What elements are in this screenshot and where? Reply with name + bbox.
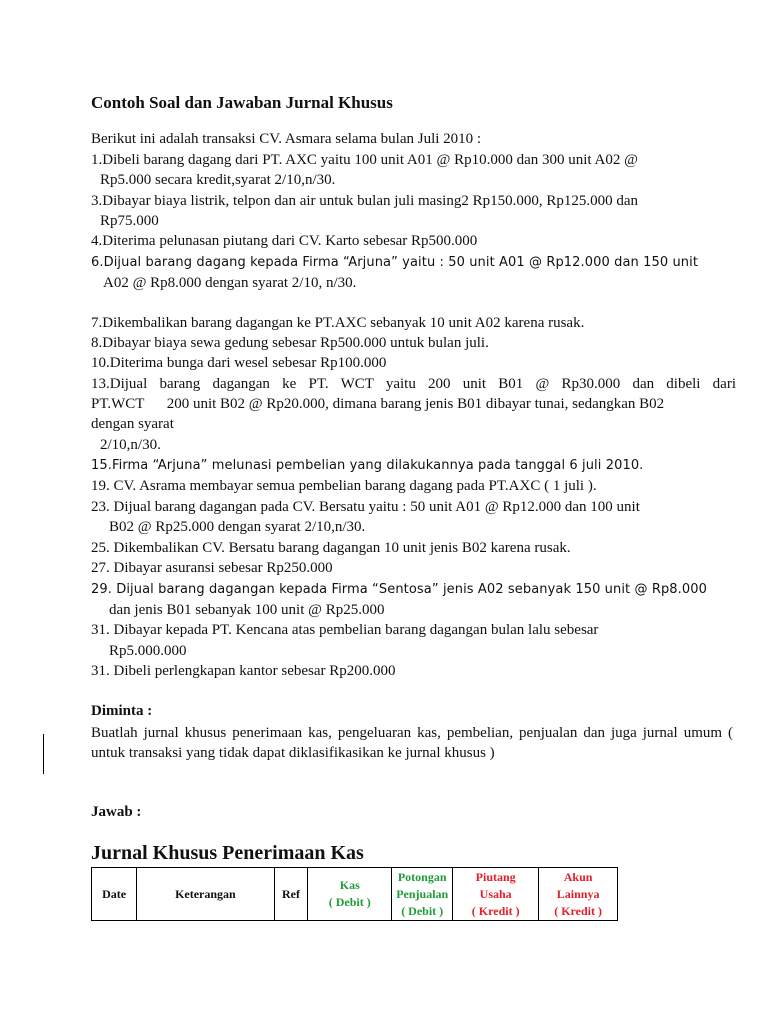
- column-header-keterangan: Keterangan: [137, 868, 275, 921]
- transaction-line: 31. Dibayar kepada PT. Kencana atas pembelian barang dagangan bulan lalu sebesar: [91, 622, 599, 638]
- transaction-line: 6.Dijual barang dagang kepada Firma “Arjuna” yaitu : 50 unit A01 @ Rp12.000 dan 150 unit: [91, 255, 699, 270]
- transaction-line: 8.Dibayar biaya sewa gedung sebesar Rp500.000 untuk bulan juli.: [91, 335, 489, 351]
- column-header-akun-lainnya: [539, 868, 618, 921]
- section-title: Jurnal Khusus Penerimaan Kas: [91, 842, 364, 864]
- transaction-line: Rp5.000.000: [109, 643, 187, 659]
- diminta-text: Buatlah jurnal khusus penerimaan kas, pengeluaran kas, pembelian, penjualan dan juga jurnal umum ( untuk transaksi yang tidak dapat diklasifikasikan ke jurnal khusus ): [91, 725, 733, 761]
- header-line: Kas: [339, 878, 360, 892]
- transaction-line: dan jenis B01 sebanyak 100 unit @ Rp25.000: [109, 602, 385, 618]
- header-line: ( Debit ): [328, 895, 371, 909]
- transaction-line: 1.Dibeli barang dagang dari PT. AXC yaitu 100 unit A01 @ Rp10.000 dan 300 unit A02 @: [91, 152, 638, 168]
- transaction-line: B02 @ Rp25.000 dengan syarat 2/10,n/30.: [109, 519, 366, 535]
- transaction-line: Rp75.000: [100, 213, 159, 229]
- transaction-line: 29. Dijual barang dagangan kepada Firma “Sentosa” jenis A02 sebanyak 150 unit @ Rp8.000: [91, 582, 708, 597]
- column-header-piutang-usaha: [453, 868, 539, 921]
- transaction-line: 2/10,n/30.: [100, 437, 161, 453]
- transaction-line: 7.Dikembalikan barang dagangan ke PT.AXC sebanyak 10 unit A02 karena rusak.: [91, 315, 585, 331]
- header-line: Penjualan: [396, 886, 449, 901]
- header-line: Piutang: [475, 869, 516, 884]
- transaction-line: 23. Dijual barang dagangan pada CV. Bersatu yaitu : 50 unit A01 @ Rp12.000 dan 100 unit: [91, 499, 640, 515]
- transaction-line: 13.Dijual barang dagangan ke PT. WCT yaitu 200 unit B01 @ Rp30.000 dan dibeli dari: [91, 376, 736, 392]
- header-line: Akun: [563, 869, 593, 884]
- header-line: Usaha: [479, 886, 512, 901]
- transaction-line: 10.Diterima bunga dari wesel sebesar Rp100.000: [91, 355, 387, 371]
- column-header-kas: [308, 868, 392, 921]
- column-header-ref: Ref: [274, 868, 308, 921]
- diminta-heading: Diminta :: [91, 703, 153, 719]
- table-header-row: [92, 868, 618, 921]
- transaction-line: 4.Diterima pelunasan piutang dari CV. Karto sebesar Rp500.000: [91, 233, 478, 249]
- transaction-line: 25. Dikembalikan CV. Bersatu barang dagangan 10 unit jenis B02 karena rusak.: [91, 540, 571, 556]
- column-header-date: Date: [92, 868, 137, 921]
- transaction-line: 27. Dibayar asuransi sebesar Rp250.000: [91, 560, 333, 576]
- transaction-line: PT.WCT 200 unit B02 @ Rp20.000, dimana barang jenis B01 dibayar tunai, sedangkan B02: [91, 396, 665, 412]
- cash-receipts-journal-table: [91, 867, 618, 921]
- header-line: Potongan: [397, 869, 447, 884]
- transaction-line: 19. CV. Asrama membayar semua pembelian barang dagang pada PT.AXC ( 1 juli ).: [91, 478, 597, 494]
- transaction-line: 15.Firma “Arjuna” melunasi pembelian yang dilakukannya pada tanggal 6 juli 2010.: [91, 458, 644, 473]
- header-line: ( Debit ): [401, 903, 444, 918]
- jawab-heading: Jawab :: [91, 804, 142, 820]
- transaction-line: Rp5.000 secara kredit,syarat 2/10,n/30.: [100, 172, 336, 188]
- text-cursor: [43, 734, 44, 774]
- column-header-potongan-penjualan: [392, 868, 453, 921]
- transaction-line: 3.Dibayar biaya listrik, telpon dan air untuk bulan juli masing2 Rp150.000, Rp125.000 dan: [91, 193, 639, 209]
- transaction-line: 31. Dibeli perlengkapan kantor sebesar Rp200.000: [91, 663, 396, 679]
- header-line: Lainnya: [556, 886, 600, 901]
- transaction-line: A02 @ Rp8.000 dengan syarat 2/10, n/30.: [103, 275, 357, 291]
- document-title: Contoh Soal dan Jawaban Jurnal Khusus: [91, 93, 393, 112]
- header-line: ( Kredit ): [471, 903, 520, 918]
- intro-text: Berikut ini adalah transaksi CV. Asmara selama bulan Juli 2010 :: [91, 131, 482, 147]
- header-line: ( Kredit ): [554, 903, 602, 918]
- transaction-line: dengan syarat: [91, 416, 174, 432]
